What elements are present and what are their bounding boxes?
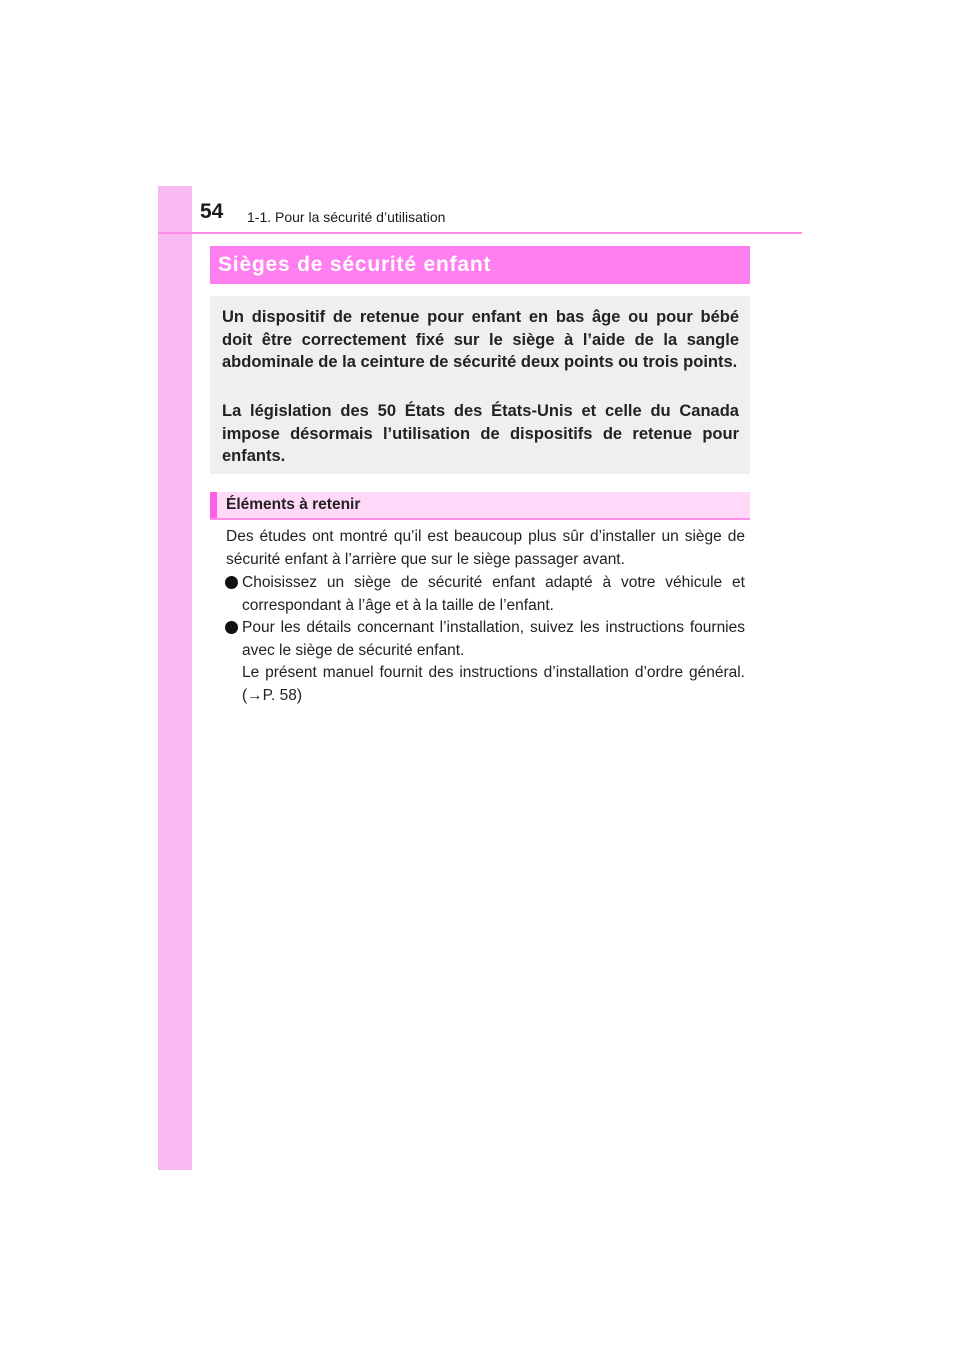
subsection-accent-mark [210,492,217,518]
bullet-body-2 [242,617,745,707]
bullet-icon [225,576,238,589]
body-paragraph: Des études ont montré qu’il est beaucoup plus sûr d’installer un siège de sécurité enfant à l’arrière que sur le siège passager avant. [226,528,745,568]
subsection-heading-bar [210,492,750,520]
section-label: 1-1. Pour la sécurité d’utilisation [247,209,446,225]
title-bar [210,246,750,284]
header-rule [158,232,802,234]
intro-paragraph-2: La législation des 50 États des États-Unis et celle du Canada impose désormais l’utilisation de dispositifs de retenue pour enfants. [222,402,739,465]
page-number: 54 [200,200,224,223]
intro-paragraph-1: Un dispositif de retenue pour enfant en bas âge ou pour bébé doit être correctement fixé sur le siège à l’aide de la sangle abdominale de la ceinture de sécurité deux points ou trois points. [222,308,739,371]
bullet-icon [225,621,238,634]
bullet-note-2: Le présent manuel fournit des instructions d’installation d’ordre général. (→P. 58) [242,664,745,704]
bullet-text-1: Choisissez un siège de sécurité enfant adapté à votre véhicule et correspondant à l’âge et à la taille de l’enfant. [242,574,745,614]
bullet-text-2: Pour les détails concernant l’installation, suivez les instructions fournies avec le siège de sécurité enfant. [242,619,745,659]
subsection-title: Éléments à retenir [226,496,361,513]
page-title: Sièges de sécurité enfant [218,253,492,276]
side-color-strip [158,186,192,1170]
intro-box [210,296,750,474]
